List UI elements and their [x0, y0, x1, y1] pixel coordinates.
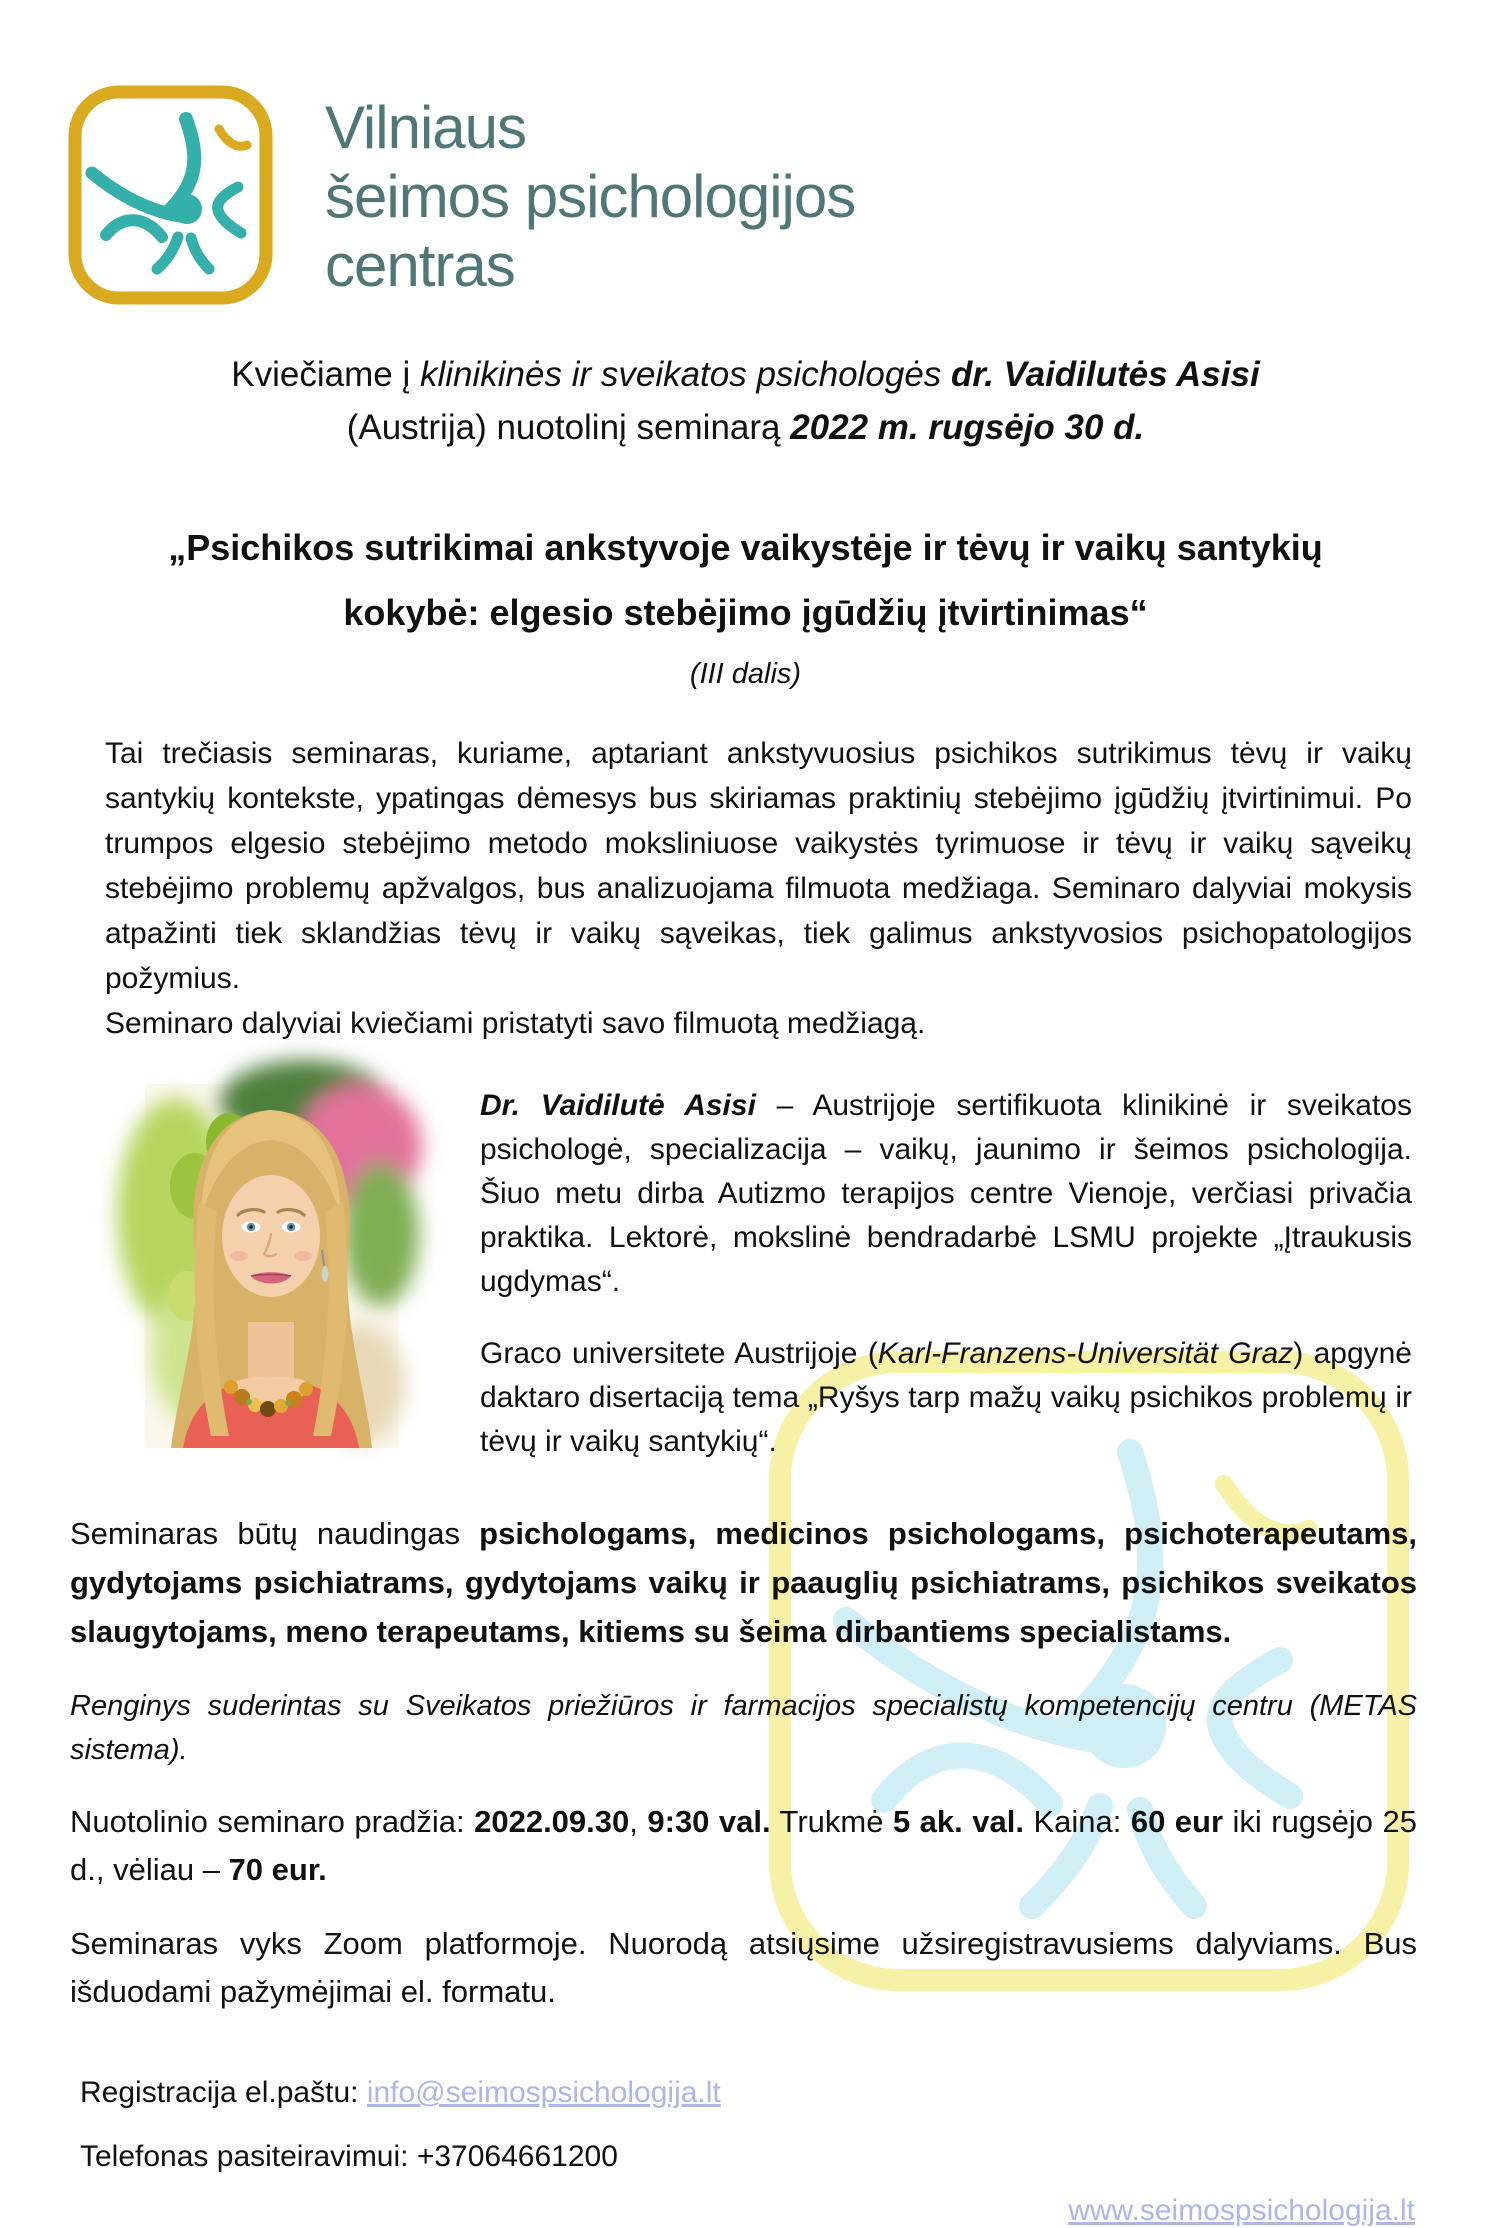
- lecturer-name: dr. Vaidilutės Asisi: [951, 355, 1260, 394]
- seminar-title: „Psichikos sutrikimai ankstyvoje vaikystėje ir tėvų ir vaikų santykių kokybė: elgesio stebėjimo įgūdžių įtvirtinimas“: [168, 527, 1323, 633]
- brand-line-1: Vilniaus: [325, 94, 527, 161]
- center-logo-icon: [68, 85, 273, 305]
- brand-line-3: centras: [325, 232, 515, 299]
- brand-wordmark: [325, 93, 855, 300]
- invitation-heading: [0, 349, 1491, 454]
- bio-paragraph-1: [480, 1084, 1412, 1304]
- phone-label: Telefonas pasiteiravimui:: [80, 2140, 417, 2174]
- registration-row: [80, 2072, 1417, 2114]
- university-name: Karl-Franzens-Universität Graz: [877, 1337, 1294, 1371]
- invitation-line-2: [70, 402, 1421, 455]
- seminar-details: [70, 1798, 1417, 1894]
- details-text: iki rugsėjo 25 d., vėliau –: [70, 1804, 1417, 1888]
- details-text: Kaina:: [1023, 1804, 1131, 1840]
- seminar-part-label: (III dalis): [689, 657, 802, 690]
- invitation-line-1: [70, 349, 1421, 402]
- details-text: Nuotolinio seminaro pradžia:: [70, 1804, 475, 1840]
- email-link[interactable]: info@seimospsichologija.lt: [366, 2076, 721, 2110]
- details-time: 9:30 val.: [647, 1804, 771, 1840]
- details-price-early: 60 eur: [1130, 1804, 1224, 1840]
- bio-text: ) apgynė daktaro disertaciją tema „Ryšys tarp mažų vaikų psichikos problemų ir tėvų ir vaikų santykių“.: [480, 1337, 1412, 1459]
- invite-text: (Austrija) nuotolinį seminarą: [346, 407, 791, 447]
- details-date: 2022.09.30: [474, 1804, 630, 1840]
- bio-text: – Austrijoje sertifikuota klinikinė ir sveikatos psichologė, specializacija – vaikų, jaunimo ir šeimos psichologija. Šiuo metu dirba Autizmo terapijos centre Vienoje, verčiasi privačia praktika. Lektorė, mokslinė bendradarbė LSMU projekte „Įtraukusis ugdymas“.: [480, 1088, 1412, 1298]
- website-row: [0, 2194, 1415, 2228]
- bio-paragraph-2: [480, 1332, 1412, 1464]
- brand-line-2: šeimos psichologijos: [325, 163, 856, 230]
- invite-text: Kviečiame į: [231, 355, 420, 394]
- registration-label: Registracija el.paštu:: [80, 2076, 367, 2110]
- header: [0, 0, 1491, 305]
- details-duration: 5 ak. val.: [892, 1804, 1024, 1840]
- phone-number: +37064661200: [416, 2140, 618, 2174]
- audience-intro: Seminaras būtų naudingas: [70, 1516, 480, 1552]
- audience-paragraph: [70, 1510, 1417, 1657]
- details-text: Trukmė: [770, 1804, 893, 1840]
- bio-name: Dr. Vaidilutė Asisi: [480, 1088, 756, 1122]
- bio-text: Graco universitete Austrijoje (: [480, 1337, 878, 1371]
- website-link[interactable]: www.seimospsichologija.lt: [1068, 2194, 1415, 2228]
- audience-list: psichologams, medicinos psichologams, psichoterapeutams, gydytojams psichiatrams, gydytojams vaikų ir paauglių psichiatrams, psichikos sveikatos slaugytojams, meno terapeutams, kitiems su šeima dirbantiems specialistams.: [70, 1516, 1417, 1650]
- intro-paragraph: Tai trečiasis seminaras, kuriame, aptariant ankstyvuosius psichikos sutrikimus tėvų ir vaikų santykių kontekste, ypatingas dėmesys bus skiriamas praktinių stebėjimo įgūdžių įtvirtinimui. Po trumpos elgesio stebėjimo metodo moksliniuose vaikystės tyrimuose ir tėvų ir vaikų sąveikų stebėjimo problemų apžvalgos, bus analizuojama filmuota medžiaga. Seminaro dalyviai mokysis atpažinti tiek sklandžias tėvų ir vaikų sąveikas, tiek galimus ankstyvosios psichopatologijos požymius.: [105, 736, 1412, 995]
- seminar-date: 2022 m. rugsėjo 30 d.: [790, 407, 1145, 447]
- lecturer-bio: [480, 1084, 1412, 1465]
- phone-row: [80, 2136, 1417, 2178]
- intro-invitation-line: Seminaro dalyviai kviečiami pristatyti savo filmuotą medžiagą.: [105, 1006, 926, 1040]
- platform-info: Seminaras vyks Zoom platformoje. Nuorodą atsiųsime užsiregistravusiems dalyviams. Bus išduodami pažymėjimai el. formatu.: [70, 1926, 1417, 2010]
- lecturer-section: [145, 1084, 1412, 1465]
- contact-block: [80, 2072, 1417, 2178]
- details-text: ,: [629, 1804, 648, 1840]
- accreditation-note: Renginys suderintas su Sveikatos priežiūros ir farmacijos specialistų kompetencijų centru (METAS sistema).: [70, 1690, 1417, 1766]
- invite-specialty: klinikinės ir sveikatos psichologės: [419, 355, 952, 394]
- details-price-late: 70 eur.: [228, 1852, 327, 1888]
- lecturer-photo: [145, 1084, 398, 1448]
